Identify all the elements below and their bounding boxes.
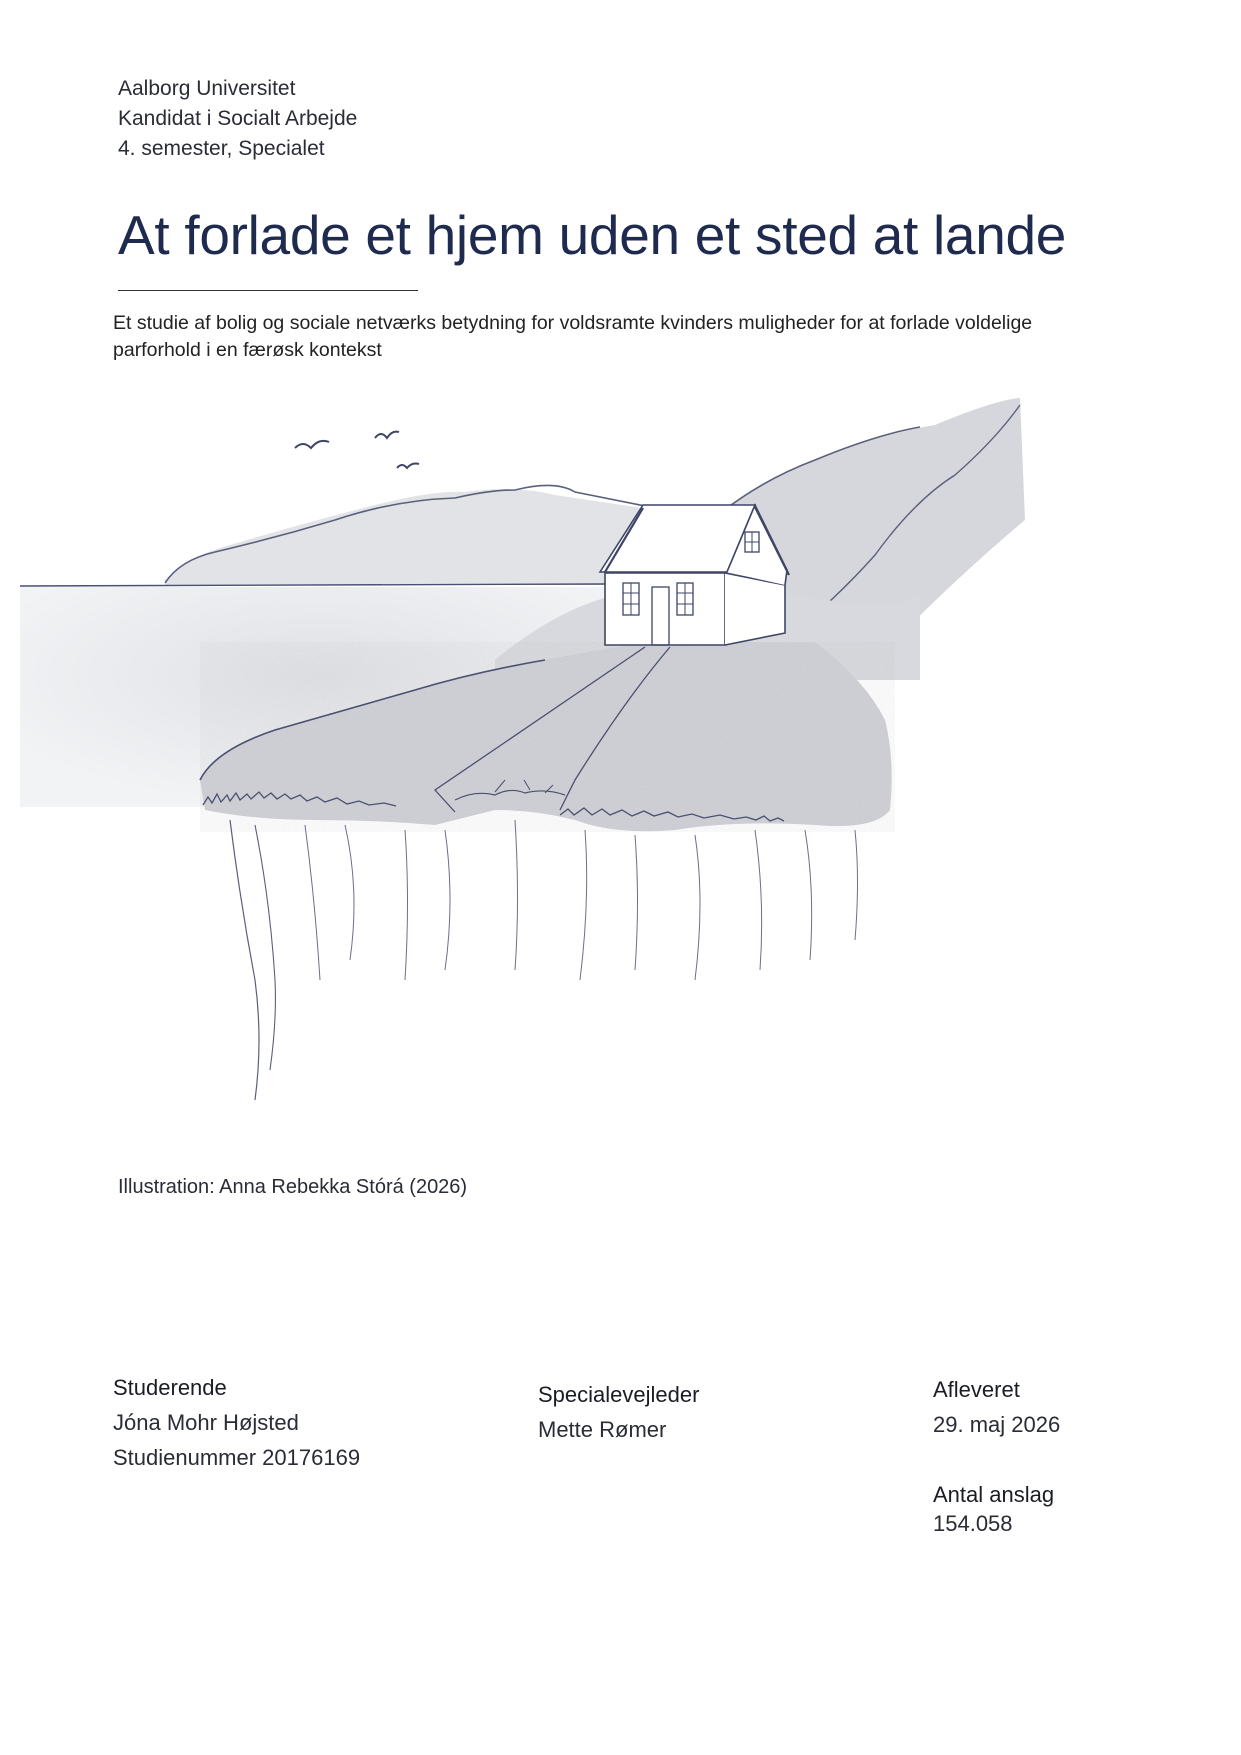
submitted-date: 29. maj 2026 [933, 1412, 1061, 1437]
title-underline [118, 290, 418, 291]
birds [295, 432, 419, 468]
illustration-caption: Illustration: Anna Rebekka Stórá (2026) [118, 1176, 468, 1198]
student-label: Studerende [113, 1375, 227, 1400]
supervisor-name: Mette Rømer [538, 1417, 667, 1442]
cover-illustration [15, 380, 1145, 1140]
student-name: Jóna Mohr Højsted [113, 1410, 299, 1435]
cliffs [230, 820, 858, 1100]
university-name: Aalborg Universitet [118, 77, 296, 100]
semester-info: 4. semester, Specialet [118, 137, 325, 160]
student-number: Studienummer 20176169 [113, 1445, 361, 1470]
characters-label: Antal anslag [933, 1482, 1055, 1507]
grass-plateau [200, 642, 895, 832]
program-name: Kandidat i Socialt Arbejde [118, 107, 358, 130]
characters-count: 154.058 [933, 1511, 1013, 1536]
left-mountains [165, 485, 655, 585]
thesis-title: At forlade et hjem uden et sted at lande [118, 204, 1067, 266]
supervisor-label: Specialevejleder [538, 1382, 700, 1407]
thesis-subtitle: Et studie af bolig og sociale netværks betydning for voldsramte kvinders muligheder for at forlade voldelige parforhold i en færøsk kontekst [113, 312, 1033, 361]
submitted-label: Afleveret [933, 1377, 1020, 1402]
